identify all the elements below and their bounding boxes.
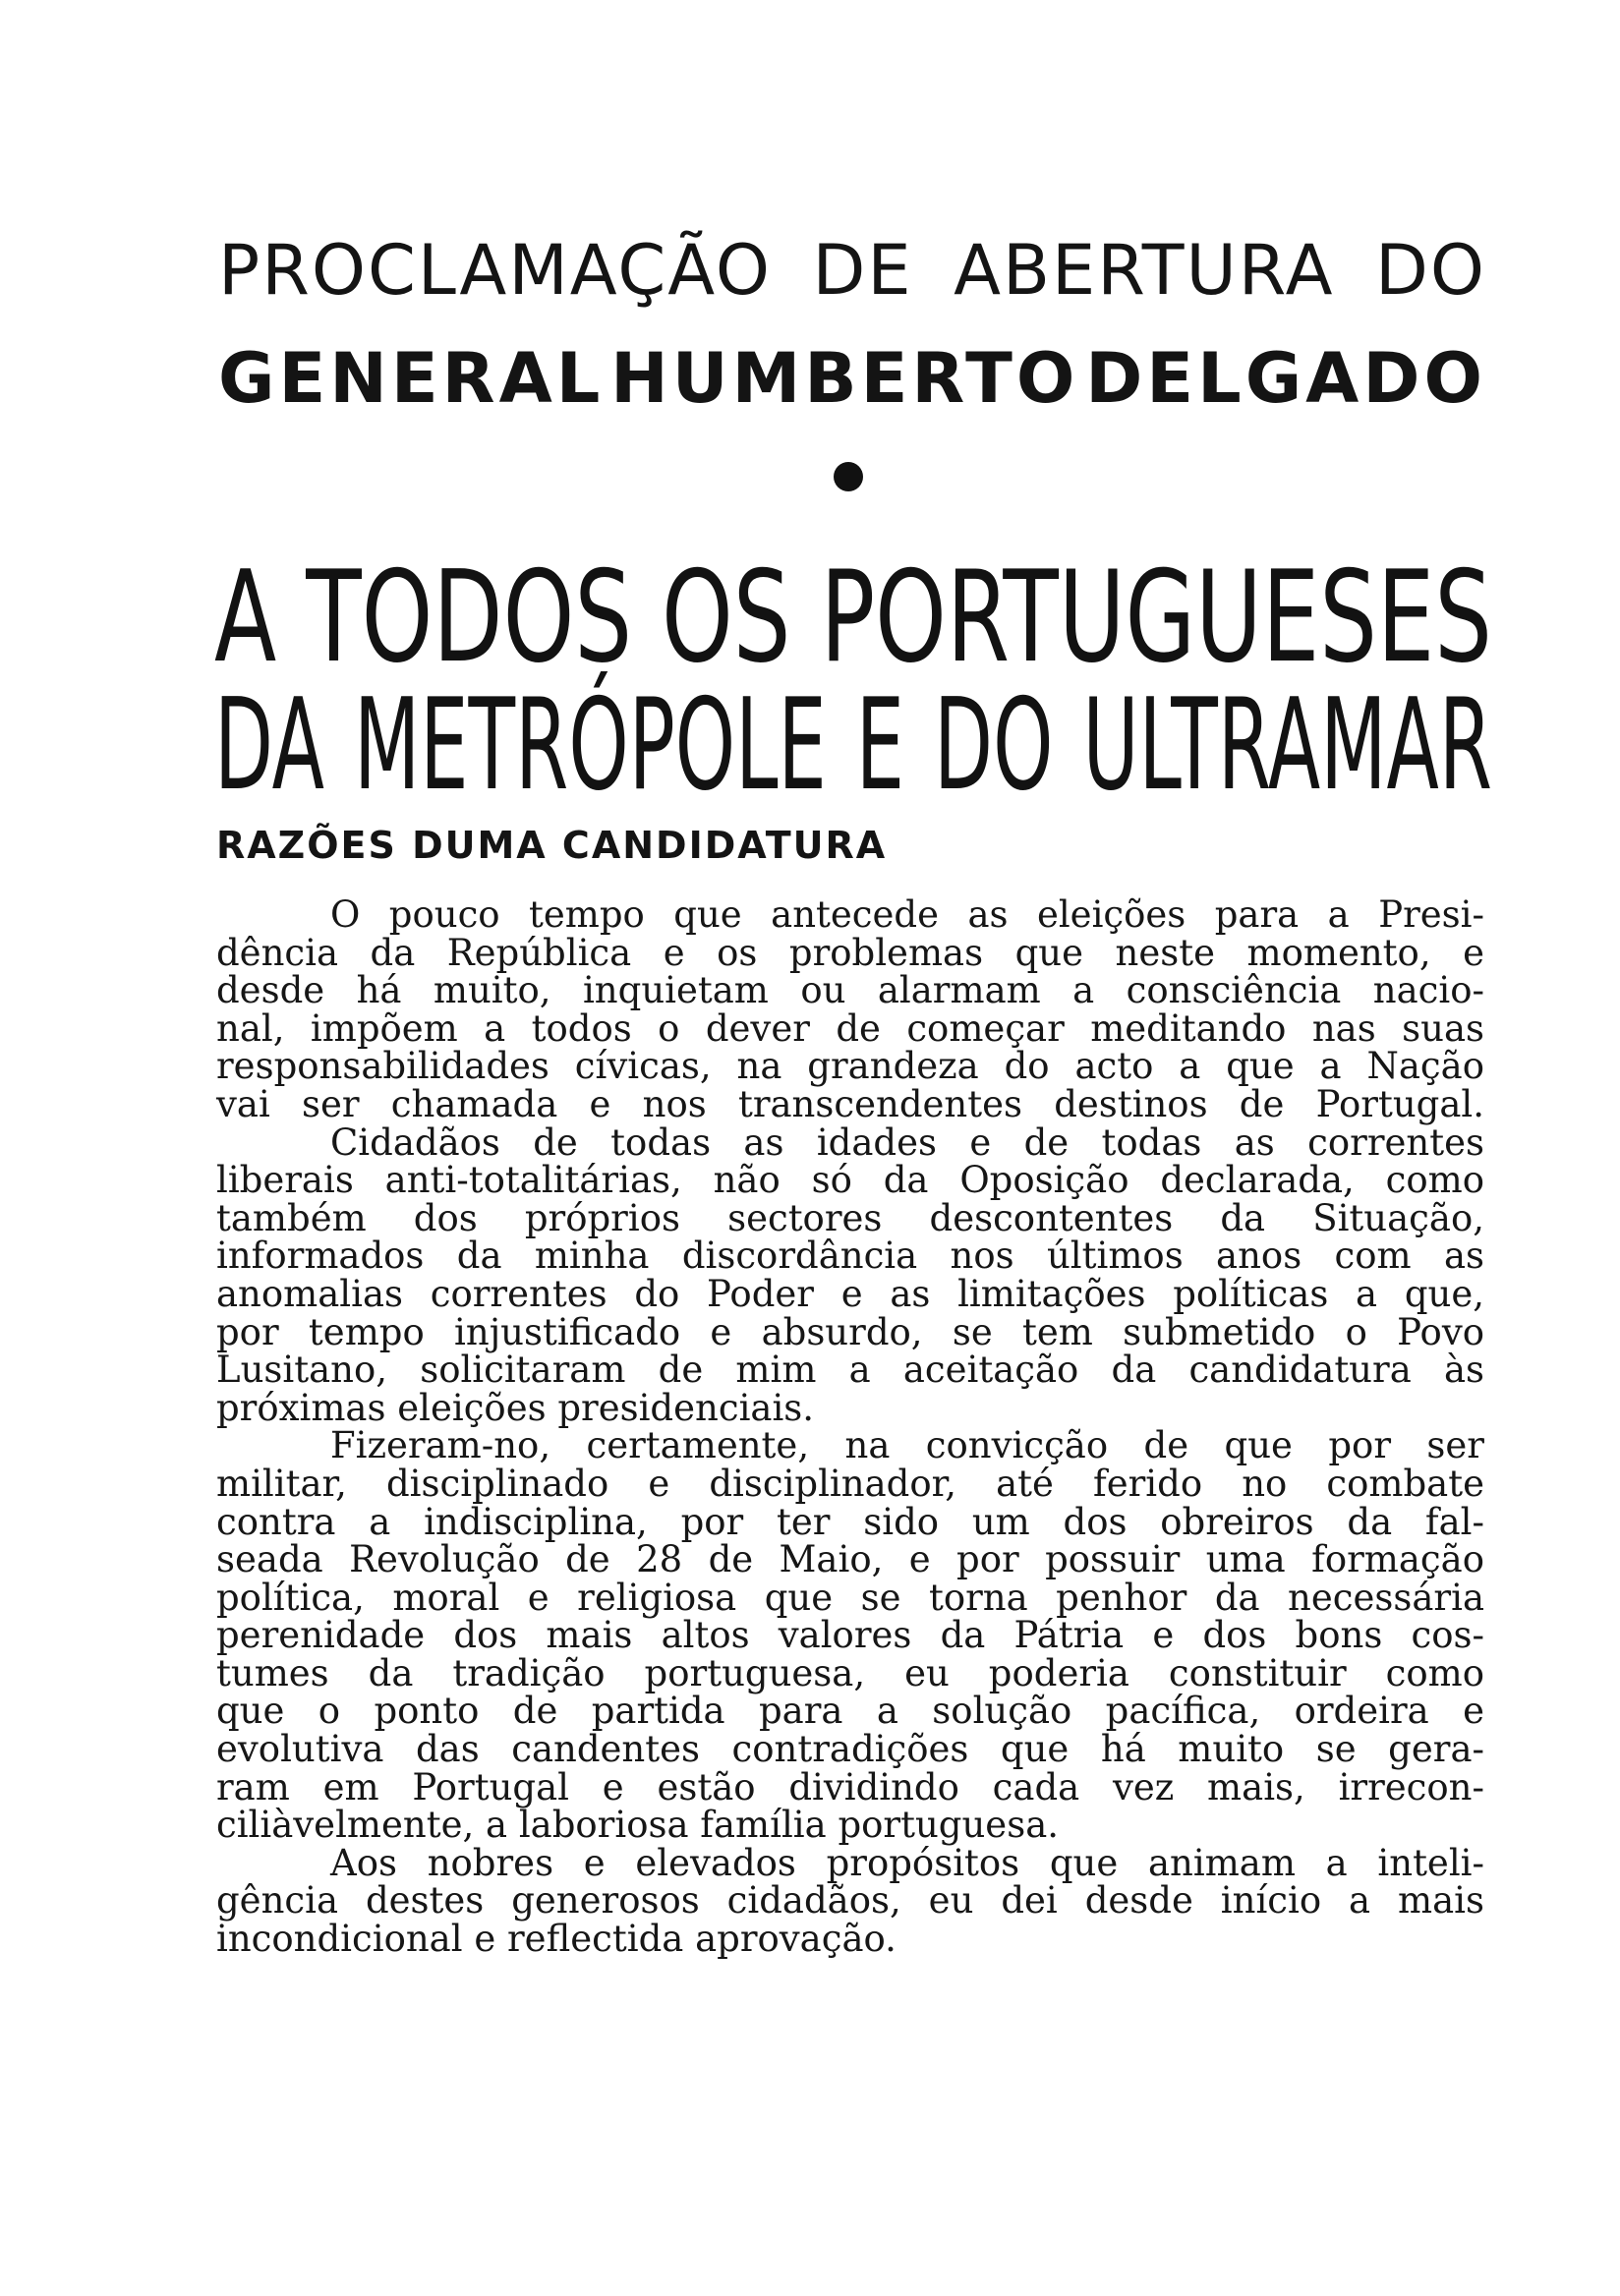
bullet-separator-icon [834, 462, 863, 491]
text-line: desde há muito, inquietam ou alarmam a consciência nacio- [216, 969, 1484, 1012]
text-line: dência da República e os problemas que neste momento, e [216, 931, 1484, 974]
headline-word: TODOS [306, 545, 633, 691]
title-word: GENERAL [218, 338, 605, 419]
text-line: perenidade dos mais altos valores da Pátria e dos bons cos- [216, 1614, 1484, 1657]
text-line: Lusitano, solicitaram de mim a aceitação da candidatura às [216, 1349, 1484, 1392]
text-line: política, moral e religiosa que se torna penhor da necessária [216, 1576, 1484, 1619]
text-line: ciliàvelmente, a laboriosa família portuguesa. [216, 1804, 1060, 1847]
text-line: Cidadãos de todas as idades e de todas as correntes [330, 1120, 1484, 1164]
title-word: DELGADO [1085, 338, 1486, 419]
text-line: próximas eleições presidenciais. [216, 1386, 815, 1429]
headline-line-2 [214, 672, 1492, 819]
headline-word: PORTUGUESES [820, 545, 1492, 691]
text-line: que o ponto de partida para a solução pacífica, ordeira e [216, 1690, 1484, 1733]
headline-word: E [855, 672, 905, 819]
title-line-1 [218, 230, 1486, 311]
section-heading: RAZÕES DUMA CANDIDATURA [216, 824, 888, 867]
text-line: informados da minha discordância nos últimos anos com as [216, 1234, 1484, 1278]
text-line: seada Revolução de 28 de Maio, e por possuir uma formação [216, 1538, 1484, 1581]
title-line-2 [218, 338, 1486, 419]
text-line: anomalias correntes do Poder e as limitações políticas a que, [216, 1272, 1484, 1315]
title-word: DO [1374, 230, 1486, 311]
headline-word: ULTRAMAR [1082, 672, 1492, 819]
text-line: O pouco tempo que antecede as eleições para a Presi- [330, 893, 1484, 936]
text-line: liberais anti-totalitárias, não só da Oposição declarada, como [216, 1159, 1484, 1202]
text-line: também dos próprios sectores descontentes da Situação, [216, 1196, 1484, 1239]
body-text [216, 893, 1484, 1961]
title-word: ABERTURA [954, 230, 1335, 311]
text-line: vai ser chamada e nos transcendentes destinos de Portugal. [216, 1082, 1484, 1125]
title-word: PROCLAMAÇÃO [218, 230, 772, 311]
headline-word: DA [214, 672, 325, 819]
text-line: nal, impõem a todos o dever de começar meditando nas suas [216, 1006, 1484, 1050]
text-line: incondicional e reflectida aprovação. [216, 1918, 897, 1961]
text-line: por tempo injustificado e absurdo, se tem submetido o Povo [216, 1310, 1484, 1353]
headline-word: DO [934, 672, 1054, 819]
text-line: evolutiva das candentes contradições que há muito se gera- [216, 1728, 1484, 1771]
text-line: militar, disciplinado e disciplinador, até ferido no combate [216, 1462, 1484, 1505]
text-line: Aos nobres e elevados propósitos que animam a inteli- [330, 1841, 1484, 1884]
headline-word: OS [662, 545, 791, 691]
headline-line-1 [214, 545, 1492, 691]
title-word: HUMBERTO [610, 338, 1079, 419]
text-line: Fizeram-no, certamente, na convicção de que por ser [330, 1424, 1484, 1467]
text-line: contra a indisciplina, por ter sido um dos obreiros da fal- [216, 1500, 1484, 1543]
headline-word: A [214, 545, 277, 691]
headline-word: METRÓPOLE [354, 672, 827, 819]
text-line: responsabilidades cívicas, na grandeza do acto a que a Nação [216, 1045, 1484, 1088]
text-line: tumes da tradição portuguesa, eu poderia constituir como [216, 1651, 1484, 1694]
title-word: DE [812, 230, 913, 311]
text-line: gência destes generosos cidadãos, eu dei desde início a mais [216, 1879, 1484, 1923]
text-line: ram em Portugal e estão dividindo cada vez mais, irrecon- [216, 1765, 1484, 1808]
